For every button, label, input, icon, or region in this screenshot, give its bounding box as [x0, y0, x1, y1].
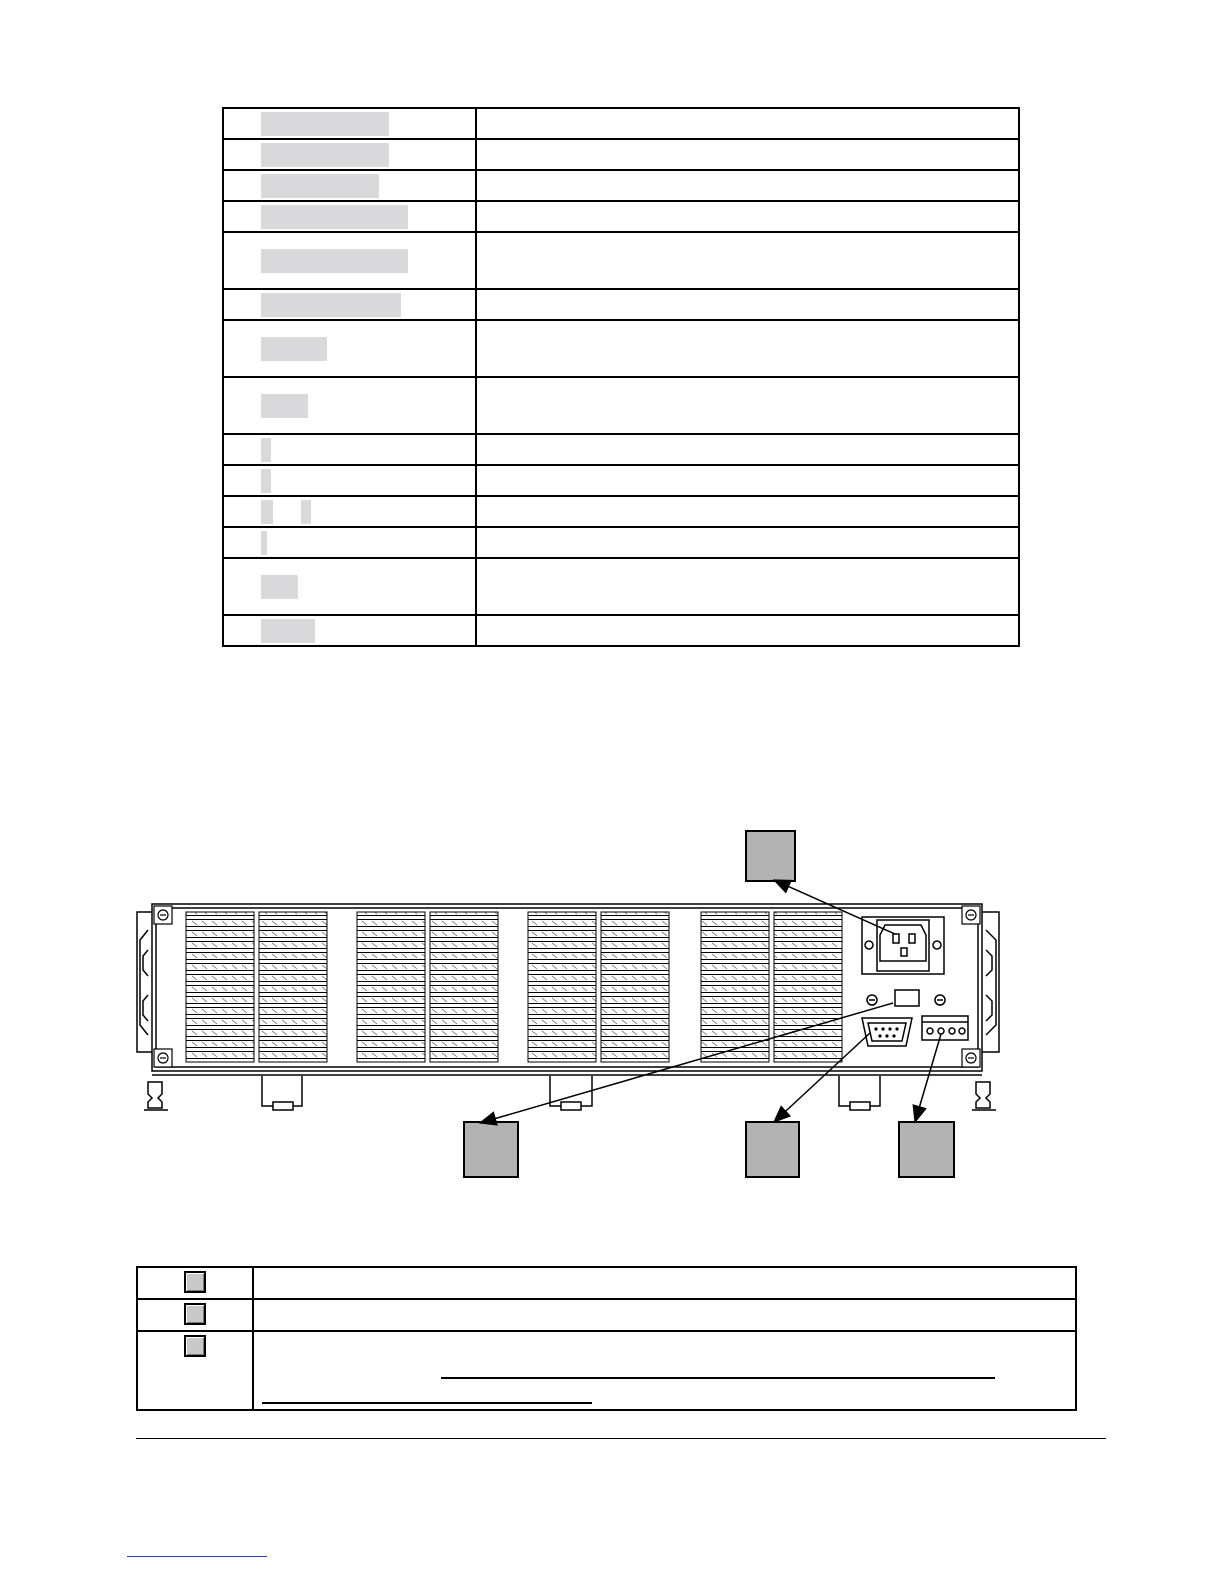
row-key-cell — [223, 232, 476, 289]
table-row — [223, 527, 1019, 558]
row-description-cell — [476, 496, 1019, 527]
redacted-text — [301, 500, 311, 524]
legend-badge-cell — [137, 1299, 253, 1331]
redacted-text — [261, 337, 327, 361]
table-row — [223, 139, 1019, 170]
footer-link-underline[interactable] — [127, 1556, 267, 1557]
callout-badge — [184, 1303, 206, 1325]
callout-legend-table — [136, 1266, 1077, 1411]
row-key-cell — [223, 527, 476, 558]
footer-rule — [136, 1438, 1106, 1439]
redacted-text — [261, 469, 271, 493]
row-key-cell — [223, 465, 476, 496]
row-description-cell — [476, 108, 1019, 139]
right-rack-ear — [982, 912, 999, 1052]
row-key-cell — [223, 201, 476, 232]
underline-1 — [441, 1377, 995, 1379]
row-key-cell — [223, 139, 476, 170]
row-key-cell — [223, 615, 476, 646]
row-description-cell — [476, 377, 1019, 434]
table-row — [223, 170, 1019, 201]
table-row — [223, 615, 1019, 646]
table-row — [223, 558, 1019, 615]
redacted-text — [261, 575, 298, 599]
specification-table — [222, 107, 1020, 647]
legend-description-cell — [253, 1267, 1076, 1299]
legend-badge-cell — [137, 1331, 253, 1410]
callout-ac-inlet — [746, 831, 795, 881]
row-key-cell — [223, 108, 476, 139]
redacted-text — [261, 500, 273, 524]
table-row — [223, 320, 1019, 377]
redacted-text — [261, 174, 379, 198]
callout-selector — [464, 1122, 518, 1177]
row-description-cell — [476, 320, 1019, 377]
row-description-cell — [476, 201, 1019, 232]
redacted-text — [261, 619, 315, 643]
table-row — [223, 232, 1019, 289]
table-row — [223, 434, 1019, 465]
legend-row — [137, 1267, 1076, 1299]
callout-badge — [184, 1335, 206, 1357]
rear-panel-diagram — [0, 820, 1224, 1190]
redacted-text — [261, 249, 408, 273]
legend-description-cell — [253, 1331, 1076, 1410]
row-description-cell — [476, 289, 1019, 320]
row-key-cell — [223, 377, 476, 434]
legend-row — [137, 1331, 1076, 1410]
callout-badge — [184, 1271, 206, 1293]
underline-2 — [262, 1402, 592, 1404]
redacted-text — [261, 143, 389, 167]
table-row — [223, 377, 1019, 434]
callout-db9 — [746, 1122, 799, 1177]
row-description-cell — [476, 434, 1019, 465]
voltage-selector — [867, 990, 945, 1006]
redacted-text — [261, 293, 401, 317]
terminal-block — [922, 1016, 968, 1040]
redacted-text — [261, 438, 271, 462]
legend-description-cell — [253, 1299, 1076, 1331]
row-description-cell — [476, 527, 1019, 558]
row-description-cell — [476, 615, 1019, 646]
redacted-text — [261, 394, 308, 418]
redacted-text — [261, 205, 408, 229]
redacted-text — [261, 531, 267, 555]
table-row — [223, 289, 1019, 320]
table-row — [223, 108, 1019, 139]
row-key-cell — [223, 496, 476, 527]
fan-vents — [186, 912, 842, 1062]
chassis-feet — [144, 1076, 996, 1110]
row-key-cell — [223, 170, 476, 201]
row-description-cell — [476, 139, 1019, 170]
row-description-cell — [476, 558, 1019, 615]
left-rack-ear — [137, 912, 152, 1052]
table-row — [223, 465, 1019, 496]
db9-connector — [862, 1018, 912, 1046]
row-key-cell — [223, 434, 476, 465]
row-key-cell — [223, 558, 476, 615]
row-description-cell — [476, 232, 1019, 289]
table-row — [223, 201, 1019, 232]
redacted-text — [261, 112, 389, 136]
row-description-cell — [476, 170, 1019, 201]
legend-badge-cell — [137, 1267, 253, 1299]
row-key-cell — [223, 320, 476, 377]
callout-terminal — [899, 1122, 954, 1177]
legend-row — [137, 1299, 1076, 1331]
row-description-cell — [476, 465, 1019, 496]
row-key-cell — [223, 289, 476, 320]
table-row — [223, 496, 1019, 527]
